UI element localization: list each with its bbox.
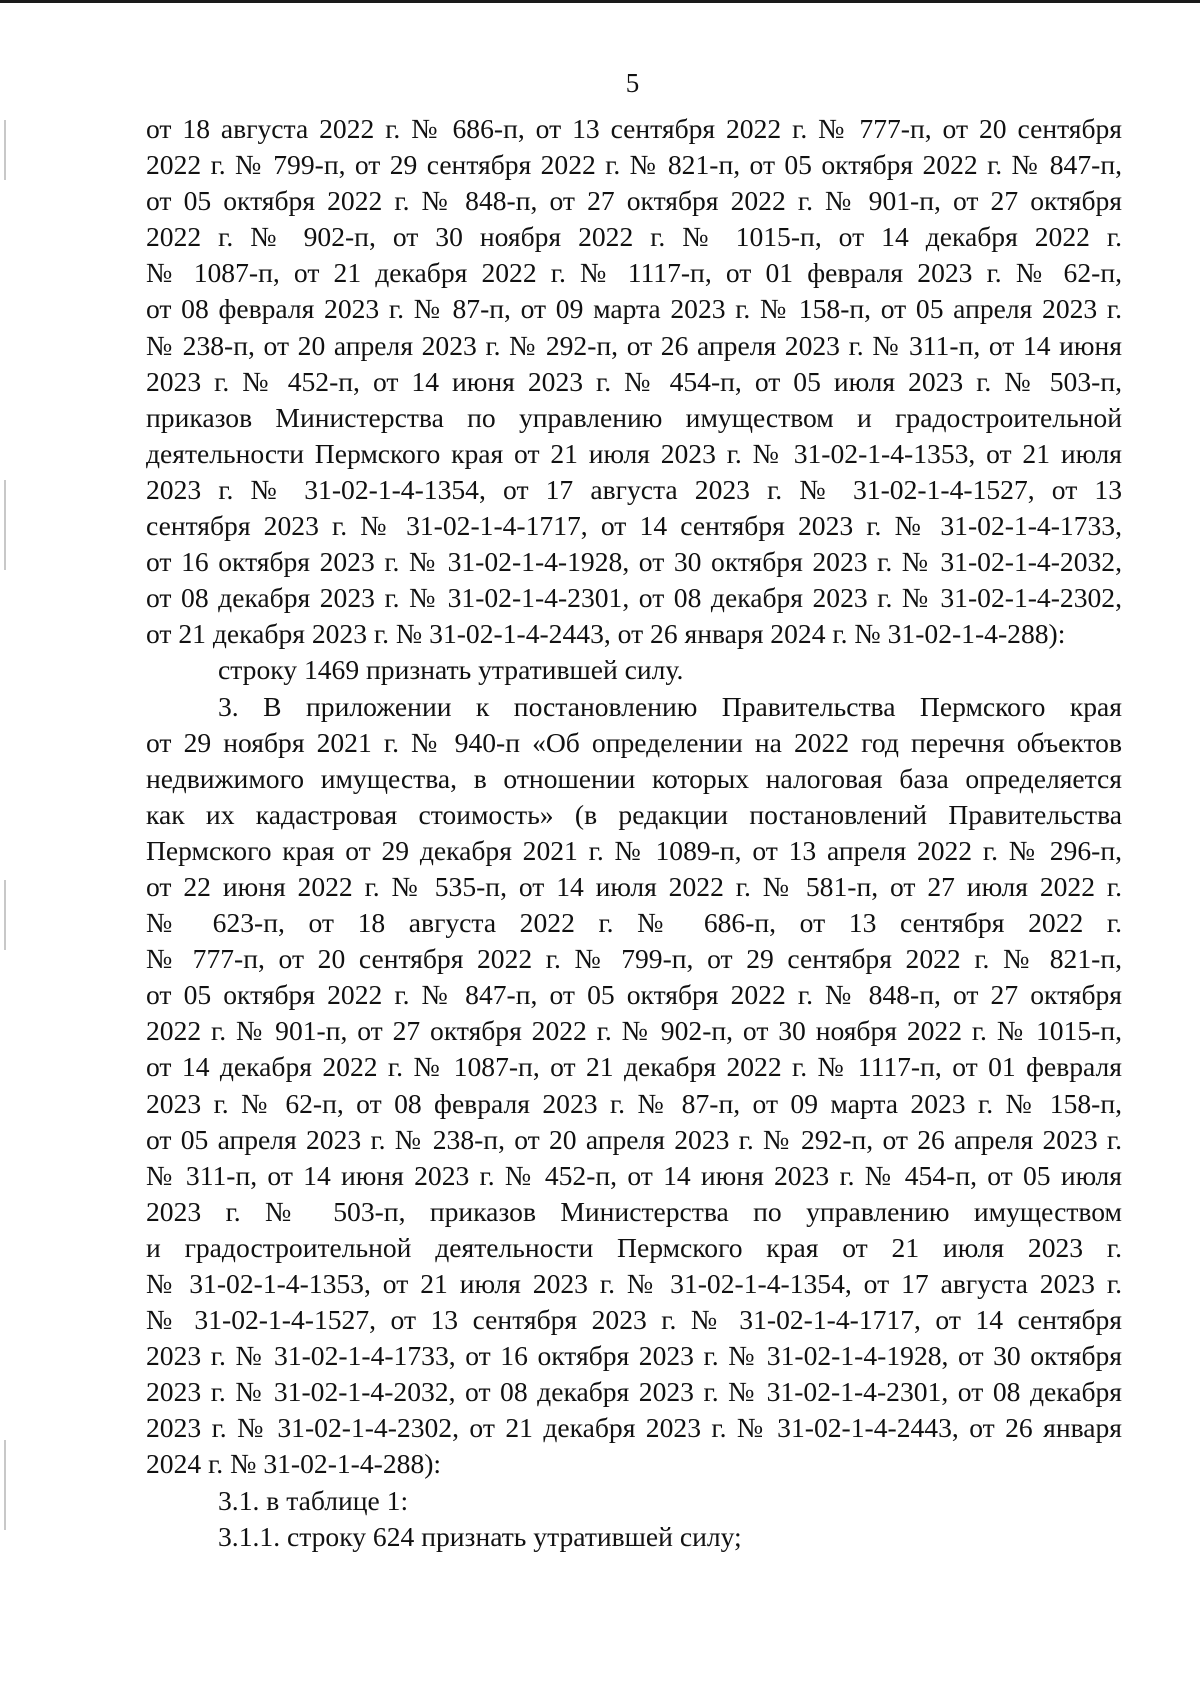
text-line: 2023 г. № 31-02-1-4-2032, от 08 декабря 2023 г. № 31-02-1-4-2301, от 08 декабря	[146, 1376, 1122, 1408]
paragraph-line: 3.1. в таблице 1:	[218, 1484, 409, 1516]
body-text	[146, 111, 1122, 1555]
text-line: № 623-п, от 18 августа 2022 г. № 686-п, от 13 сентября 2022 г.	[146, 907, 1122, 939]
text-line: и градостроительной деятельности Пермского края от 21 июля 2023 г.	[146, 1231, 1122, 1263]
text-line: от 21 декабря 2023 г. № 31-02-1-4-2443, от 26 января 2024 г. № 31-02-1-4-288):	[146, 618, 1066, 650]
text-line: № 311-п, от 14 июня 2023 г. № 452-п, от 14 июня 2023 г. № 454-п, от 05 июля	[146, 1159, 1122, 1191]
text-line: от 14 декабря 2022 г. № 1087-п, от 21 декабря 2022 г. № 1117-п, от 01 февраля	[146, 1051, 1122, 1083]
text-line: 2023 г. № 31-02-1-4-2302, от 21 декабря 2023 г. № 31-02-1-4-2443, от 26 января	[146, 1412, 1122, 1444]
paragraph-line: строку 1469 признать утратившей силу.	[218, 654, 684, 686]
text-line: от 05 октября 2022 г. № 847-п, от 05 октября 2022 г. № 848-п, от 27 октября	[146, 979, 1122, 1011]
text-line: 2023 г. № 62-п, от 08 февраля 2023 г. № 87-п, от 09 марта 2023 г. № 158-п,	[146, 1087, 1122, 1119]
text-line: недвижимого имущества, в отношении которых налоговая база определяется	[146, 762, 1122, 794]
text-line: от 18 августа 2022 г. № 686-п, от 13 сентября 2022 г. № 777-п, от 20 сентября	[146, 113, 1122, 144]
text-line: 2022 г. № 901-п, от 27 октября 2022 г. № 902-п, от 30 ноября 2022 г. № 1015-п,	[146, 1015, 1122, 1047]
text-line: деятельности Пермского края от 21 июля 2023 г. № 31-02-1-4-1353, от 21 июля	[146, 437, 1122, 469]
paragraph-line: 3.1.1. строку 624 признать утратившей силу;	[218, 1520, 742, 1552]
text-line: от 16 октября 2023 г. № 31-02-1-4-1928, от 30 октября 2023 г. № 31-02-1-4-2032,	[146, 546, 1122, 578]
text-line: № 1087-п, от 21 декабря 2022 г. № 1117-п, от 01 февраля 2023 г. № 62-п,	[146, 257, 1122, 289]
page-number: 5	[625, 68, 640, 98]
text-line: 2022 г. № 902-п, от 30 ноября 2022 г. № 1015-п, от 14 декабря 2022 г.	[146, 221, 1122, 253]
text-line: № 31-02-1-4-1353, от 21 июля 2023 г. № 31-02-1-4-1354, от 17 августа 2023 г.	[146, 1268, 1122, 1299]
text-line: приказов Министерства по управлению имуществом и градостроительной	[146, 401, 1122, 433]
text-line: 2024 г. № 31-02-1-4-288):	[146, 1448, 442, 1480]
text-line: № 777-п, от 20 сентября 2022 г. № 799-п, от 29 сентября 2022 г. № 821-п,	[146, 943, 1122, 975]
scan-margin-speck	[4, 480, 6, 570]
text-line: № 238-п, от 20 апреля 2023 г. № 292-п, от 26 апреля 2023 г. № 311-п, от 14 июня	[146, 329, 1122, 361]
paragraph-line: 3. В приложении к постановлению Правительства Пермского края	[218, 690, 1122, 722]
text-line: от 05 октября 2022 г. № 848-п, от 27 октября 2022 г. № 901-п, от 27 октября	[146, 185, 1122, 217]
text-line: 2023 г. № 31-02-1-4-1733, от 16 октября 2023 г. № 31-02-1-4-1928, от 30 октября	[146, 1340, 1122, 1372]
text-line: 2023 г. № 31-02-1-4-1354, от 17 августа 2023 г. № 31-02-1-4-1527, от 13	[146, 473, 1122, 505]
text-line: 2022 г. № 799-п, от 29 сентября 2022 г. № 821-п, от 05 октября 2022 г. № 847-п,	[146, 149, 1122, 181]
text-line: от 08 декабря 2023 г. № 31-02-1-4-2301, от 08 декабря 2023 г. № 31-02-1-4-2302,	[146, 582, 1122, 614]
scan-margin-speck	[4, 120, 6, 180]
text-line: от 29 ноября 2021 г. № 940-п «Об определении на 2022 год перечня объектов	[146, 726, 1122, 758]
scan-top-edge	[0, 0, 1200, 3]
text-line: как их кадастровая стоимость» (в редакции постановлений Правительства	[146, 798, 1122, 830]
text-line: 2023 г. № 452-п, от 14 июня 2023 г. № 454-п, от 05 июля 2023 г. № 503-п,	[146, 365, 1122, 397]
text-line: от 08 февраля 2023 г. № 87-п, от 09 марта 2023 г. № 158-п, от 05 апреля 2023 г.	[146, 293, 1122, 325]
text-line: Пермского края от 29 декабря 2021 г. № 1089-п, от 13 апреля 2022 г. № 296-п,	[146, 834, 1122, 866]
text-line: от 05 апреля 2023 г. № 238-п, от 20 апреля 2023 г. № 292-п, от 26 апреля 2023 г.	[146, 1123, 1122, 1155]
text-line: № 31-02-1-4-1527, от 13 сентября 2023 г. № 31-02-1-4-1717, от 14 сентября	[146, 1304, 1122, 1336]
scan-margin-speck	[4, 1440, 6, 1530]
scan-margin-speck	[4, 880, 6, 950]
text-line: от 22 июня 2022 г. № 535-п, от 14 июля 2022 г. № 581-п, от 27 июля 2022 г.	[146, 870, 1122, 902]
text-line: сентября 2023 г. № 31-02-1-4-1717, от 14 сентября 2023 г. № 31-02-1-4-1733,	[146, 510, 1122, 542]
text-line: 2023 г. № 503-п, приказов Министерства по управлению имуществом	[146, 1195, 1122, 1227]
